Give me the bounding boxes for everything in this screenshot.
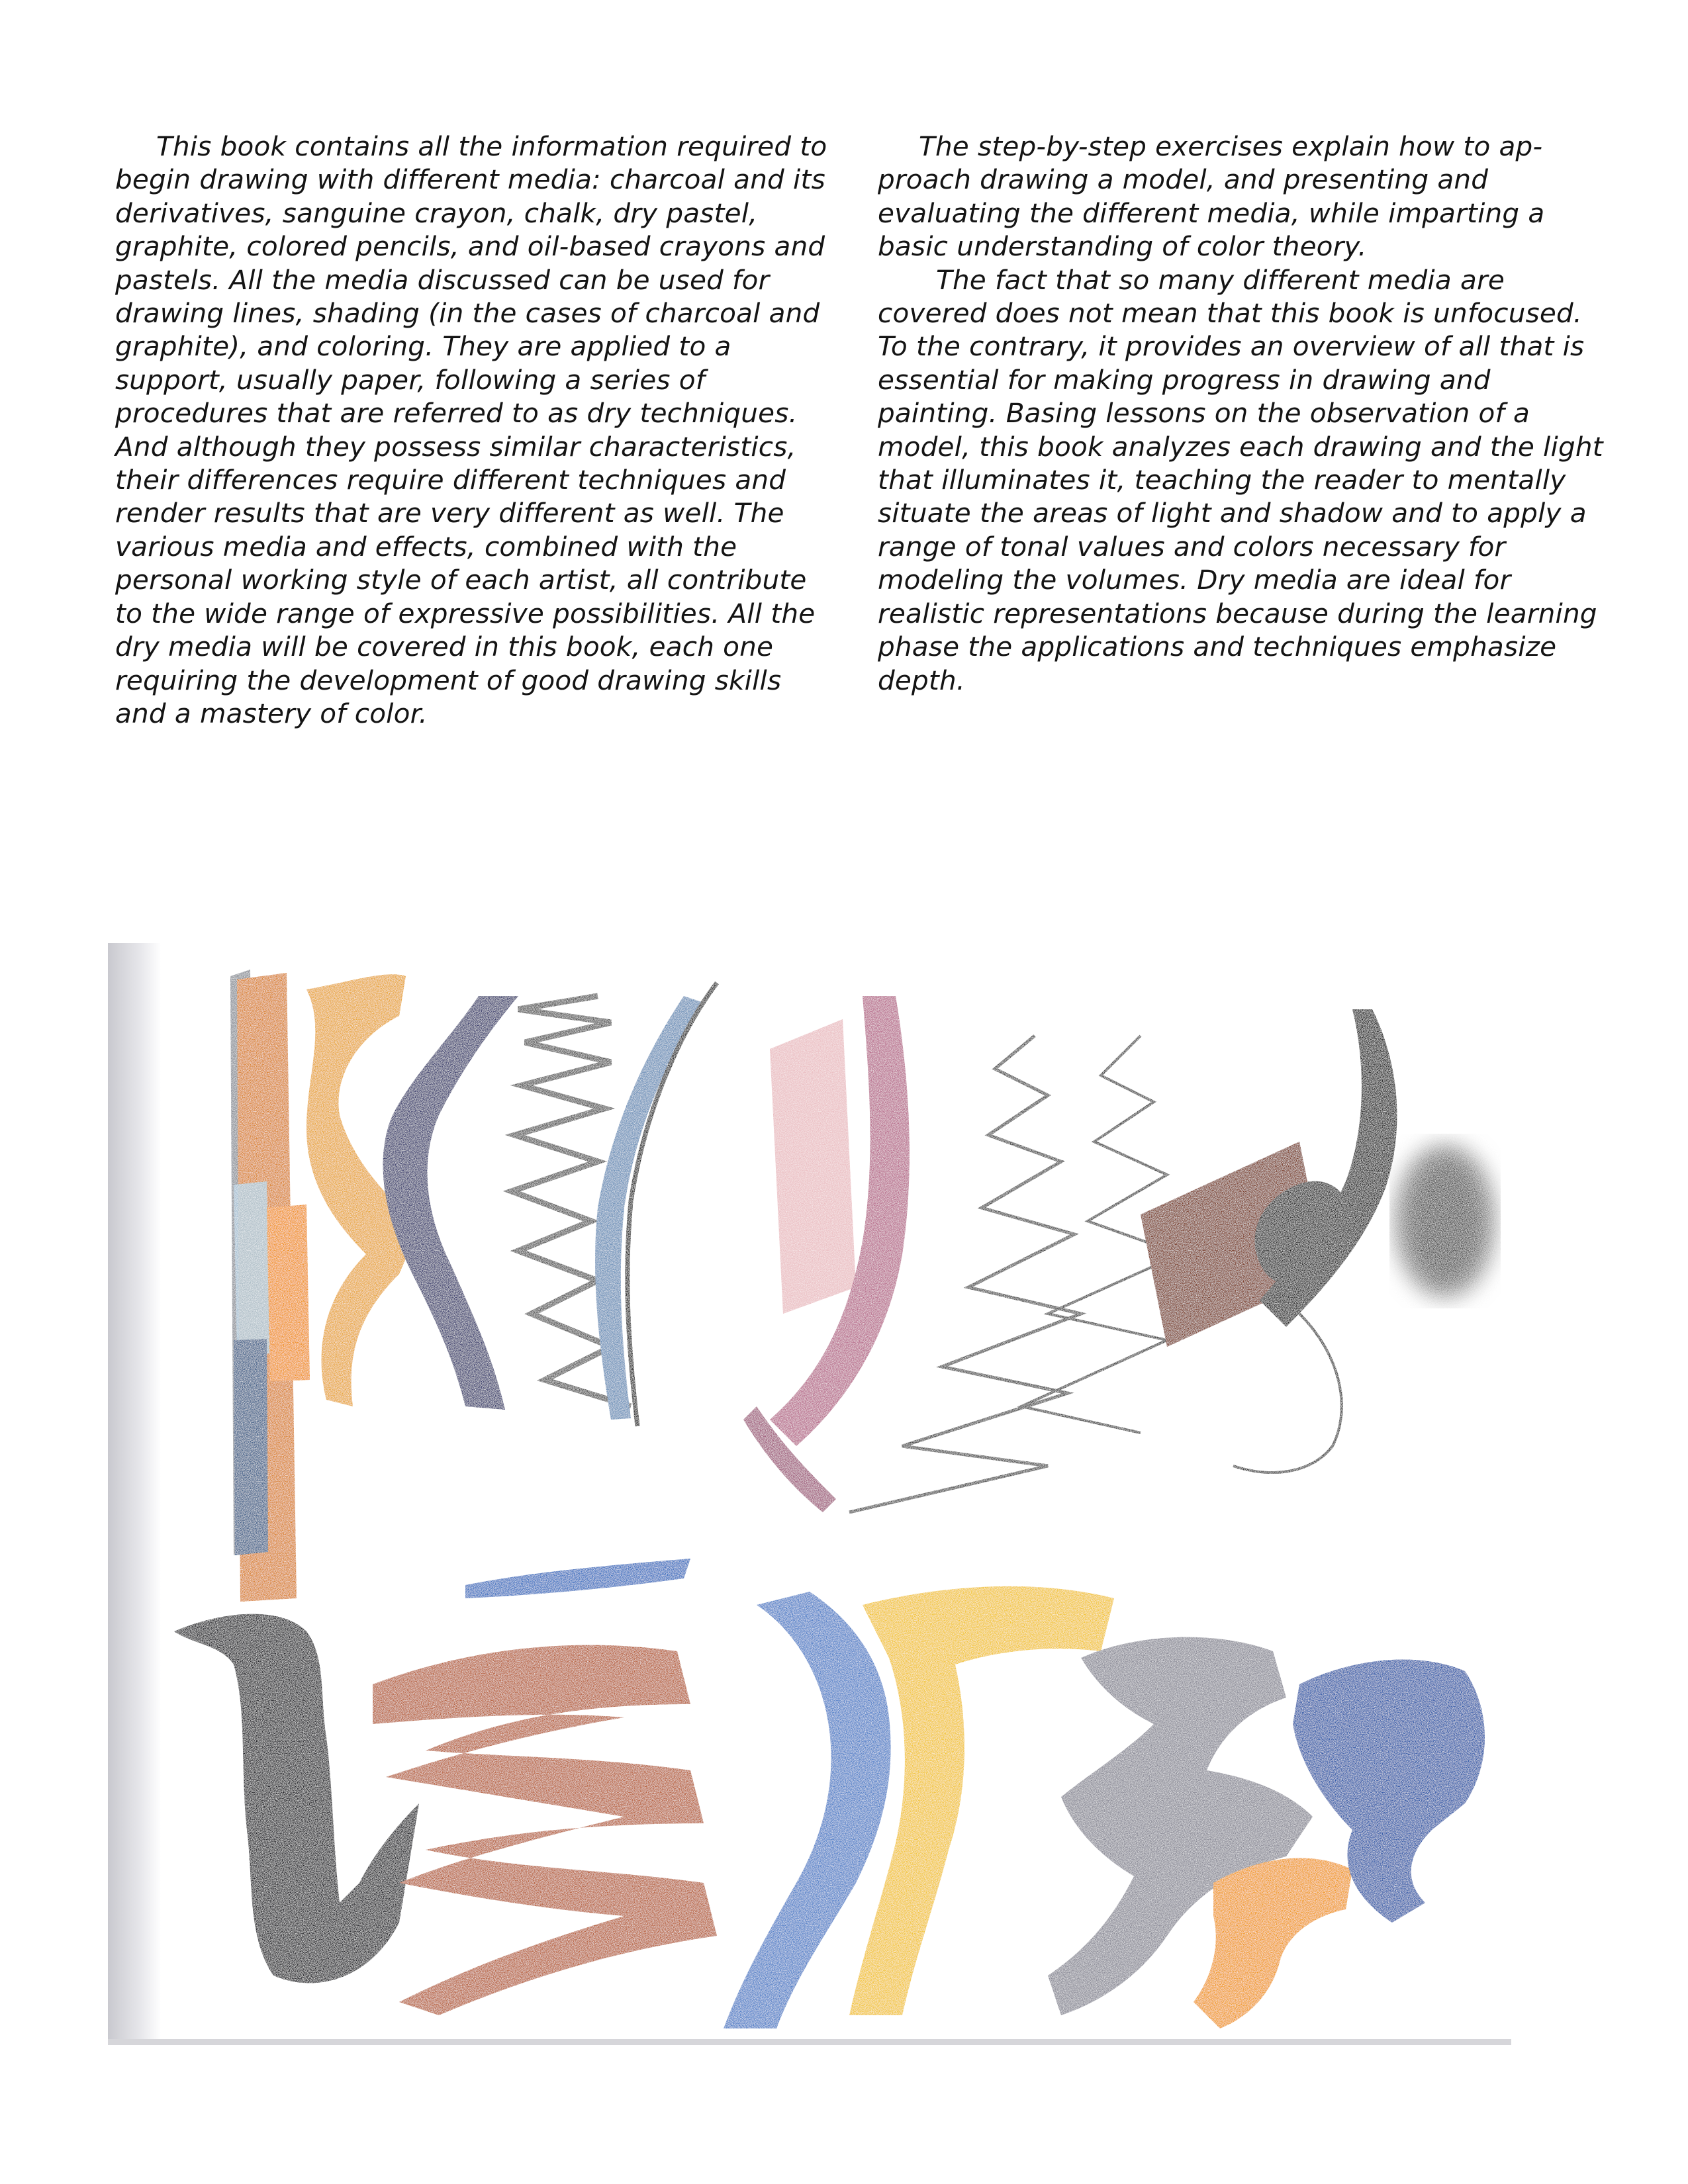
pink-pastel-block xyxy=(770,1019,856,1314)
dry-media-swatches-illustration xyxy=(108,943,1511,2045)
right-paragraph-1: The step-by-step exercises explain how to approach drawing a model, and presenting and evaluating the different media, while imparting a basic understanding of color theory. xyxy=(878,130,1545,263)
bright-orange-pastel-stroke xyxy=(1194,1858,1352,2028)
left-paragraph-1: This book contains all the information required to begin drawing with different media: charcoal and its derivatives, sanguine crayon, chalk, dry pastel, graphite, colored pencils, and oil-based crayons and pastels. All the media discussed can be used for drawing lines, shading (in the cases of charcoal and graphite), and coloring. They are applied to a support, usually paper, following a series of procedures that are referred to as dry techniques. And although they possess similar characteristics, their differences require different techniques and render results that are very different as well. The various media and effects, combined with the personal working style of each artist, all contribute to the wide range of expressive possibilities. All the dry media will be covered in this book, each one requiring the development of good drawing skills and a mastery of color. xyxy=(115,130,827,729)
top-left-swatch-group xyxy=(230,970,717,1602)
black-pastel-stroke xyxy=(174,1614,419,1983)
pencil-tail-stroke xyxy=(1233,1314,1342,1473)
page-bottom-edge xyxy=(108,2039,1511,2045)
navy-curved-stroke xyxy=(383,996,518,1410)
right-text-column xyxy=(878,130,1606,697)
bottom-swatch-group xyxy=(174,1559,1485,2028)
light-blue-block xyxy=(234,1181,270,1357)
right-paragraph-2: The fact that so many different media are covered does not mean that this book is unfocused. To the contrary, it provides an overview of all that is essential for making progress in drawing and painting. Basing lessons on the observation of a model, this book analyzes each drawing and the light that illuminates it, teaching the reader to mentally situate the areas of light and shadow and to apply a range of tonal values and colors necessary for modeling the volumes. Dry media are ideal for realistic representations because during the learning phase the applications and techniques emphasize depth. xyxy=(878,263,1603,696)
dark-blue-block xyxy=(234,1339,268,1555)
page-spine-shadow xyxy=(108,943,161,2045)
blue-thin-stroke xyxy=(465,1559,690,1598)
bright-orange-block xyxy=(267,1205,310,1381)
soft-charcoal-smudge xyxy=(1399,1148,1491,1294)
rust-pastel-zigzag xyxy=(373,1645,717,2015)
left-text-column xyxy=(115,130,830,730)
top-right-swatch-group xyxy=(743,996,1491,1512)
